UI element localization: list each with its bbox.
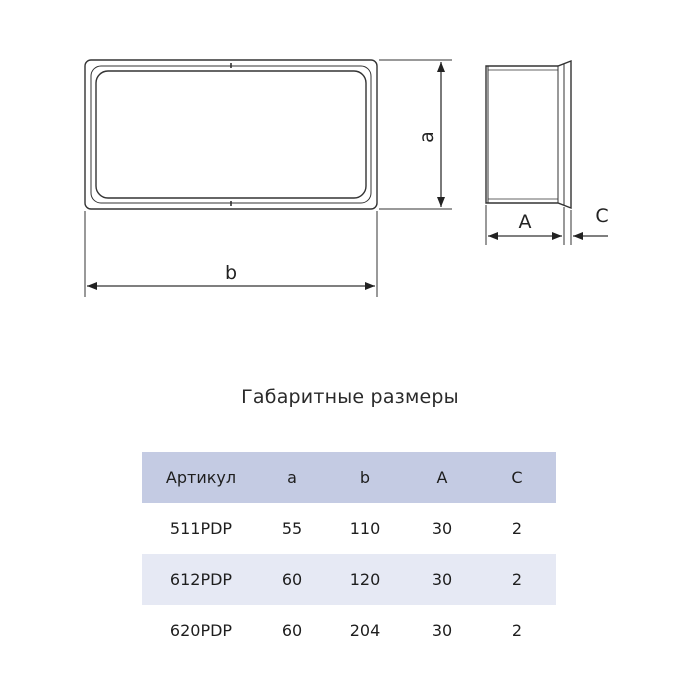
cell-b: 120 (324, 554, 406, 605)
table-title: Габаритные размеры (241, 386, 459, 408)
cell-C: 2 (478, 554, 556, 605)
dimension-A-C (486, 205, 608, 245)
table-row (142, 554, 556, 605)
header-b: b (324, 452, 406, 503)
cell-article: 620PDP (169, 621, 233, 640)
header-A: A (406, 452, 478, 503)
cell-A: 30 (406, 554, 478, 605)
dimensions-table (142, 452, 556, 656)
table-row (142, 605, 556, 656)
table-header-row (142, 452, 556, 503)
cell-b: 110 (349, 519, 381, 538)
cell-a: 60 (281, 621, 303, 640)
front-outer-frame (85, 60, 377, 209)
header-article: Артикул (142, 452, 260, 503)
cell-C: 2 (511, 519, 523, 538)
cell-a: 55 (281, 519, 303, 538)
dim-label-a: a (416, 131, 438, 143)
dim-label-b: b (224, 262, 238, 284)
cell-article: 612PDP (142, 554, 260, 605)
front-flange-inner (91, 66, 371, 203)
cell-C: 2 (511, 621, 523, 640)
dim-label-C: C (595, 205, 609, 227)
cell-A: 30 (431, 519, 453, 538)
side-view (486, 61, 571, 208)
front-view (85, 60, 377, 209)
cell-article: 511PDP (169, 519, 233, 538)
header-a: a (260, 452, 324, 503)
dimension-b (85, 211, 377, 297)
cell-b: 204 (349, 621, 381, 640)
technical-drawing (0, 0, 700, 340)
dim-label-A: A (518, 211, 532, 233)
cell-a: 60 (260, 554, 324, 605)
table-row (142, 503, 556, 554)
front-opening (96, 71, 366, 198)
cell-A: 30 (431, 621, 453, 640)
header-C: C (478, 452, 556, 503)
